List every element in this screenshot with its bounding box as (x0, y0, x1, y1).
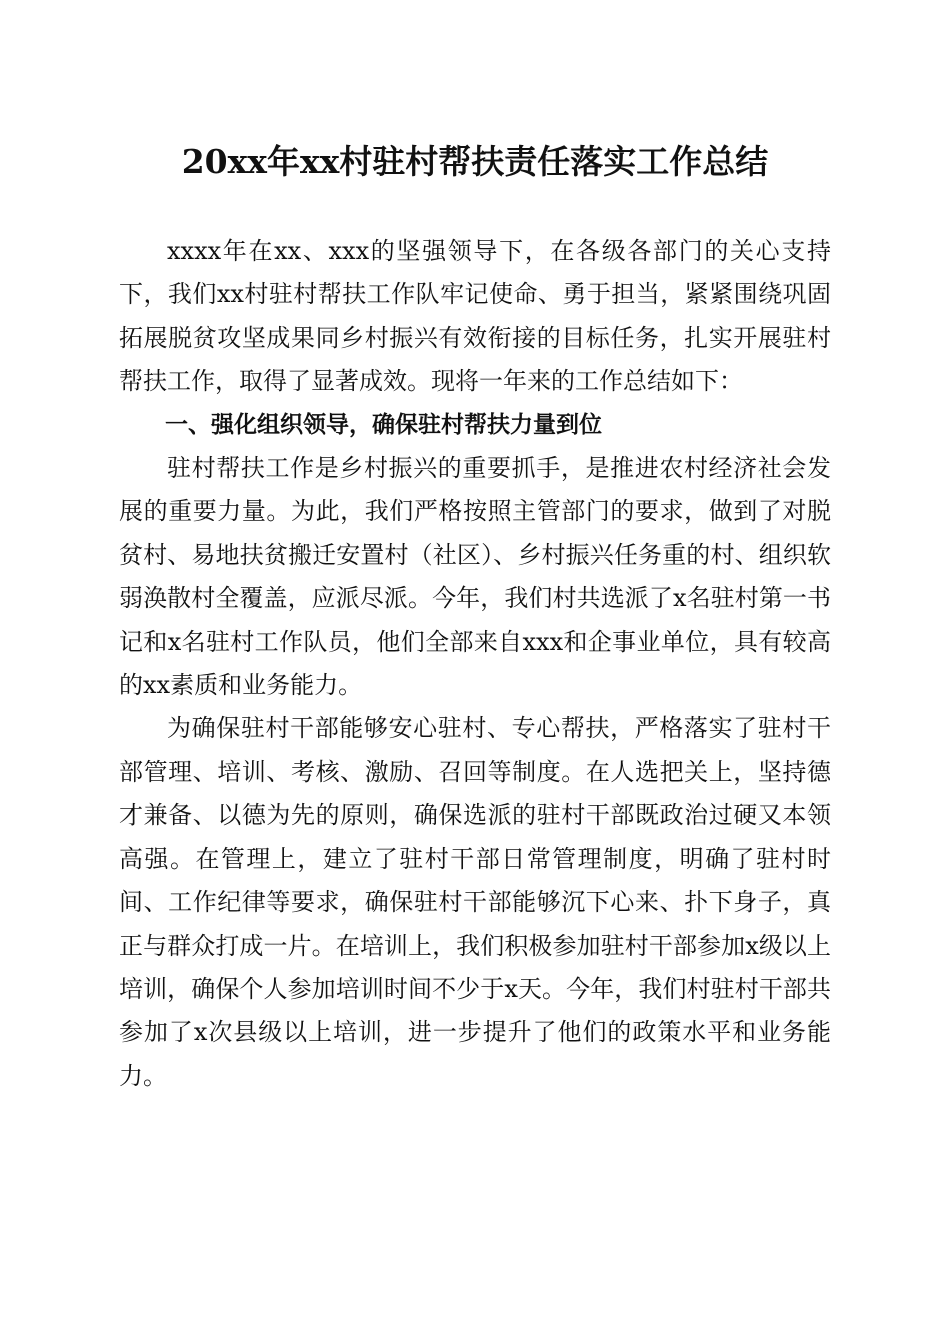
body-paragraph: 驻村帮扶工作是乡村振兴的重要抓手，是推进农村经济社会发展的重要力量。为此，我们严格按照主管部门的要求，做到了对脱贫村、易地扶贫搬迁安置村（社区）、乡村振兴任务重的村、组织软弱涣散村全覆盖，应派尽派。今年，我们村共选派了x名驻村第一书记和x名驻村工作队员，他们全部来自xxx和企事业单位，具有较高的xx素质和业务能力。 (119, 454, 831, 700)
document-title: 20xx年xx村驻村帮扶责任落实工作总结 (181, 142, 769, 181)
document-body (119, 230, 831, 1098)
section-heading: 一、强化组织领导，确保驻村帮扶力量到位 (165, 411, 602, 438)
body-paragraph: 为确保驻村干部能够安心驻村、专心帮扶，严格落实了驻村干部管理、培训、考核、激励、召回等制度。在人选把关上，坚持德才兼备、以德为先的原则，确保选派的驻村干部既政治过硬又本领高强。在管理上，建立了驻村干部日常管理制度，明确了驻村时间、工作纪律等要求，确保驻村干部能够沉下心来、扑下身子，真正与群众打成一片。在培训上，我们积极参加驻村干部参加x级以上培训，确保个人参加培训时间不少于x天。今年，我们村驻村干部共参加了x次县级以上培训，进一步提升了他们的政策水平和业务能力。 (119, 714, 831, 1090)
intro-paragraph: xxxx年在xx、xxx的坚强领导下，在各级各部门的关心支持下，我们xx村驻村帮扶工作队牢记使命、勇于担当，紧紧围绕巩固拓展脱贫攻坚成果同乡村振兴有效衔接的目标任务，扎实开展驻村帮扶工作，取得了显著成效。现将一年来的工作总结如下： (119, 237, 831, 396)
